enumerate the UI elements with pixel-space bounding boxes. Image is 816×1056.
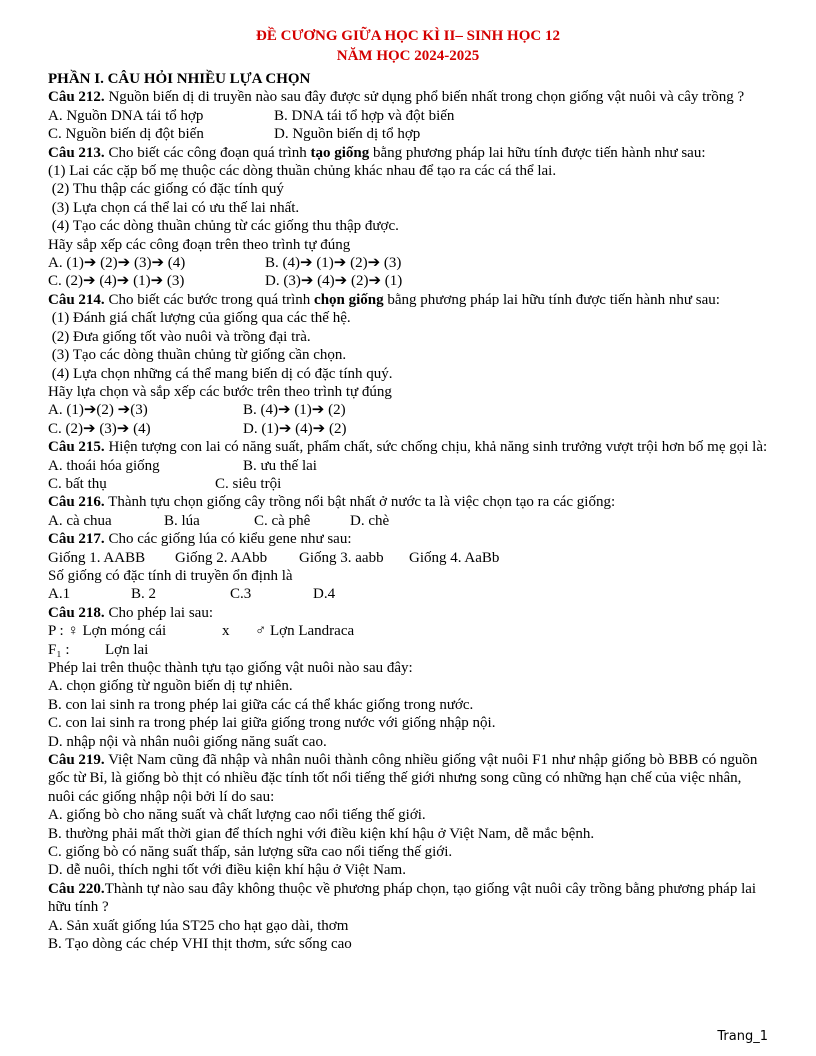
page-number: Trang_1 [717, 1029, 768, 1044]
option-a: A. thoái hóa giống [48, 457, 160, 474]
genotype-1: Giống 1. AABB [48, 549, 146, 566]
question-label: Câu 220. [48, 880, 105, 897]
options-row [48, 125, 768, 143]
option-a: A. Sản xuất giống lúa ST25 cho hạt gạo dài, thơm [48, 917, 349, 934]
options-row [48, 512, 768, 530]
question-label: Câu 212. [48, 89, 105, 106]
genotype-row [48, 549, 768, 567]
option-c: C. cà phê [254, 512, 311, 529]
step-4: (4) Tạo các dòng thuần chủng từ các giống thu thập được. [48, 218, 399, 235]
option-d: D.4 [313, 586, 336, 603]
option-c: C. (2)➔ (4)➔ (1)➔ (3) [48, 273, 185, 290]
genotype-4: Giống 4. AaBb [409, 549, 500, 566]
question-text: Nguồn biến dị di truyền nào sau đây được sử dụng phổ biến nhất trong chọn giống vật nuôi và cây trồng ? [104, 89, 745, 106]
question-216 [48, 493, 768, 511]
option-d: D. (1)➔ (4)➔ (2) [243, 420, 347, 437]
question-text: Hiện tượng con lai có năng suất, phẩm chất, sức chống chịu, khả năng sinh trưởng vượt trội hơn bố mẹ gọi là: [104, 439, 768, 456]
question-text-pre: Cho biết các công đoạn quá trình [104, 144, 311, 161]
question-217 [48, 530, 768, 548]
f1-value: Lợn lai [105, 641, 149, 658]
question-label: Câu 213. [48, 144, 105, 161]
question-213 [48, 144, 768, 162]
step-1: (1) Lai các cặp bố mẹ thuộc các dòng thuần chủng khác nhau để tạo ra các cá thể lai. [48, 163, 557, 180]
option-b: B. DNA tái tổ hợp và đột biến [274, 107, 455, 124]
question-label: Câu 219. [48, 752, 105, 769]
options-row [48, 107, 768, 125]
option-b: B. 2 [131, 586, 157, 603]
question-prompt: Phép lai trên thuộc thành tựu tạo giống vật nuôi nào sau đây: [48, 660, 413, 676]
step-1: (1) Đánh giá chất lượng của giống qua các thế hệ. [48, 310, 351, 327]
female-parent: P : ♀ Lợn móng cái [48, 623, 167, 640]
step-2: (2) Đưa giống tốt vào nuôi và trồng đại trà. [48, 328, 311, 345]
male-parent: ♂ Lợn Landraca [255, 623, 355, 640]
option-a: A. (1)➔ (2)➔ (3)➔ (4) [48, 255, 186, 272]
option-a: A. (1)➔(2) ➔(3) [48, 402, 148, 419]
document-title: ĐỀ CƯƠNG GIỮA HỌC KÌ II– SINH HỌC 12 [256, 28, 560, 44]
question-220 [48, 880, 768, 917]
option-b: B. (4)➔ (1)➔ (2) [243, 402, 346, 419]
options-row [48, 475, 768, 493]
document-page [48, 26, 768, 954]
question-text-post: bằng phương pháp lai hữu tính được tiến hành như sau: [383, 291, 720, 308]
options-row [48, 254, 768, 272]
options-row [48, 401, 768, 419]
cross-parents [48, 622, 768, 640]
option-b: B. lúa [164, 512, 200, 529]
question-219 [48, 751, 768, 806]
step-3: (3) Tạo các dòng thuần chủng từ giống cần chọn. [48, 347, 347, 364]
question-text-post: bằng phương pháp lai hữu tính được tiến hành như sau: [369, 144, 706, 161]
option-c: C. Nguồn biến dị đột biến [48, 126, 204, 143]
option-d: D. dễ nuôi, thích nghi tốt với điều kiện khí hậu ở Việt Nam. [48, 862, 406, 879]
question-text: Thành tự nào sau đây không thuộc về phương pháp chọn, tạo giống vật nuôi cây trồng bằng phương pháp lai hữu tính ? [48, 880, 757, 916]
option-c: C. bất thụ [48, 475, 107, 492]
options-row [48, 457, 768, 475]
cross-symbol: x [222, 623, 230, 640]
question-text: Thành tựu chọn giống cây trồng nổi bật nhất ở nước ta là việc chọn tạo ra các giống: [104, 494, 616, 511]
question-214 [48, 291, 768, 309]
option-b: B. ưu thế lai [243, 457, 317, 474]
question-text: Việt Nam cũng đã nhập và nhân nuôi thành công nhiều giống vật nuôi F1 như nhập giống bò BBB có nguồn gốc từ Bỉ, là giống bò thịt có nhiều đặc tính tốt nổi tiếng thế giới nhưng song cũng có những hạn chế của việc nhân, nuôi các giống nhập nội bởi lí do sau: [48, 752, 758, 805]
question-text-bold: tạo giống [310, 144, 370, 161]
question-label: Câu 218. [48, 604, 105, 621]
option-d: D. chè [350, 512, 390, 529]
step-3: (3) Lựa chọn cá thể lai có ưu thế lai nhất. [48, 199, 300, 216]
question-label: Câu 216. [48, 494, 105, 511]
option-c: C. con lai sinh ra trong phép lai giữa giống trong nước với giống nhập nội. [48, 715, 496, 732]
question-215 [48, 438, 768, 456]
question-218 [48, 604, 768, 622]
cross-offspring [48, 641, 768, 659]
question-212 [48, 88, 768, 106]
question-label: Câu 215. [48, 439, 105, 456]
question-text: Cho các giống lúa có kiểu gene như sau: [104, 531, 352, 548]
option-a: A. giống bò cho năng suất và chất lượng cao nổi tiếng thế giới. [48, 807, 426, 824]
question-text: Cho phép lai sau: [104, 604, 214, 621]
section-heading: PHẦN I. CÂU HỎI NHIỀU LỰA CHỌN [48, 71, 311, 87]
question-prompt: Số giống có đặc tính di truyền ổn định là [48, 567, 293, 584]
question-text-pre: Cho biết các bước trong quá trình [104, 291, 315, 308]
option-d: D. (3)➔ (4)➔ (2)➔ (1) [265, 273, 403, 290]
step-2: (2) Thu thập các giống có đặc tính quý [48, 181, 284, 198]
question-label: Câu 217. [48, 531, 105, 548]
option-d: D. nhập nội và nhân nuôi giống năng suất cao. [48, 733, 327, 750]
option-c: C.3 [230, 586, 252, 603]
question-label: Câu 214. [48, 291, 105, 308]
option-b: B. thường phải mất thời gian để thích nghi với điều kiện khí hậu ở Việt Nam, dễ mắc bệnh. [48, 825, 595, 842]
option-a: A. chọn giống từ nguồn biến dị tự nhiên. [48, 678, 293, 695]
options-row [48, 420, 768, 438]
option-a: A.1 [48, 586, 71, 603]
step-4: (4) Lựa chọn những cá thể mang biến dị có đặc tính quý. [48, 365, 393, 382]
option-b: B. con lai sinh ra trong phép lai giữa các cá thể khác giống trong nước. [48, 696, 474, 713]
question-prompt: Hãy sắp xếp các công đoạn trên theo trình tự đúng [48, 236, 351, 253]
option-c: C. giống bò có năng suất thấp, sản lượng sữa cao nổi tiếng thế giới. [48, 844, 453, 861]
option-b: B. Tạo dòng các chép VHI thịt thơm, sức sống cao [48, 936, 352, 953]
option-d: C. siêu trội [215, 475, 282, 492]
option-b: B. (4)➔ (1)➔ (2)➔ (3) [265, 255, 402, 272]
options-row [48, 585, 768, 603]
f1-label: F₁ : [48, 641, 70, 658]
option-c: C. (2)➔ (3)➔ (4) [48, 420, 151, 437]
genotype-3: Giống 3. aabb [299, 549, 384, 566]
option-a: A. Nguồn DNA tái tổ hợp [48, 107, 204, 124]
question-text-bold: chọn giống [314, 291, 384, 308]
option-d: D. Nguồn biến dị tổ hợp [274, 126, 421, 143]
option-a: A. cà chua [48, 512, 112, 529]
question-prompt: Hãy lựa chọn và sắp xếp các bước trên theo trình tự đúng [48, 383, 392, 400]
genotype-2: Giống 2. AAbb [175, 549, 268, 566]
options-row [48, 272, 768, 290]
school-year: NĂM HỌC 2024-2025 [336, 48, 480, 64]
